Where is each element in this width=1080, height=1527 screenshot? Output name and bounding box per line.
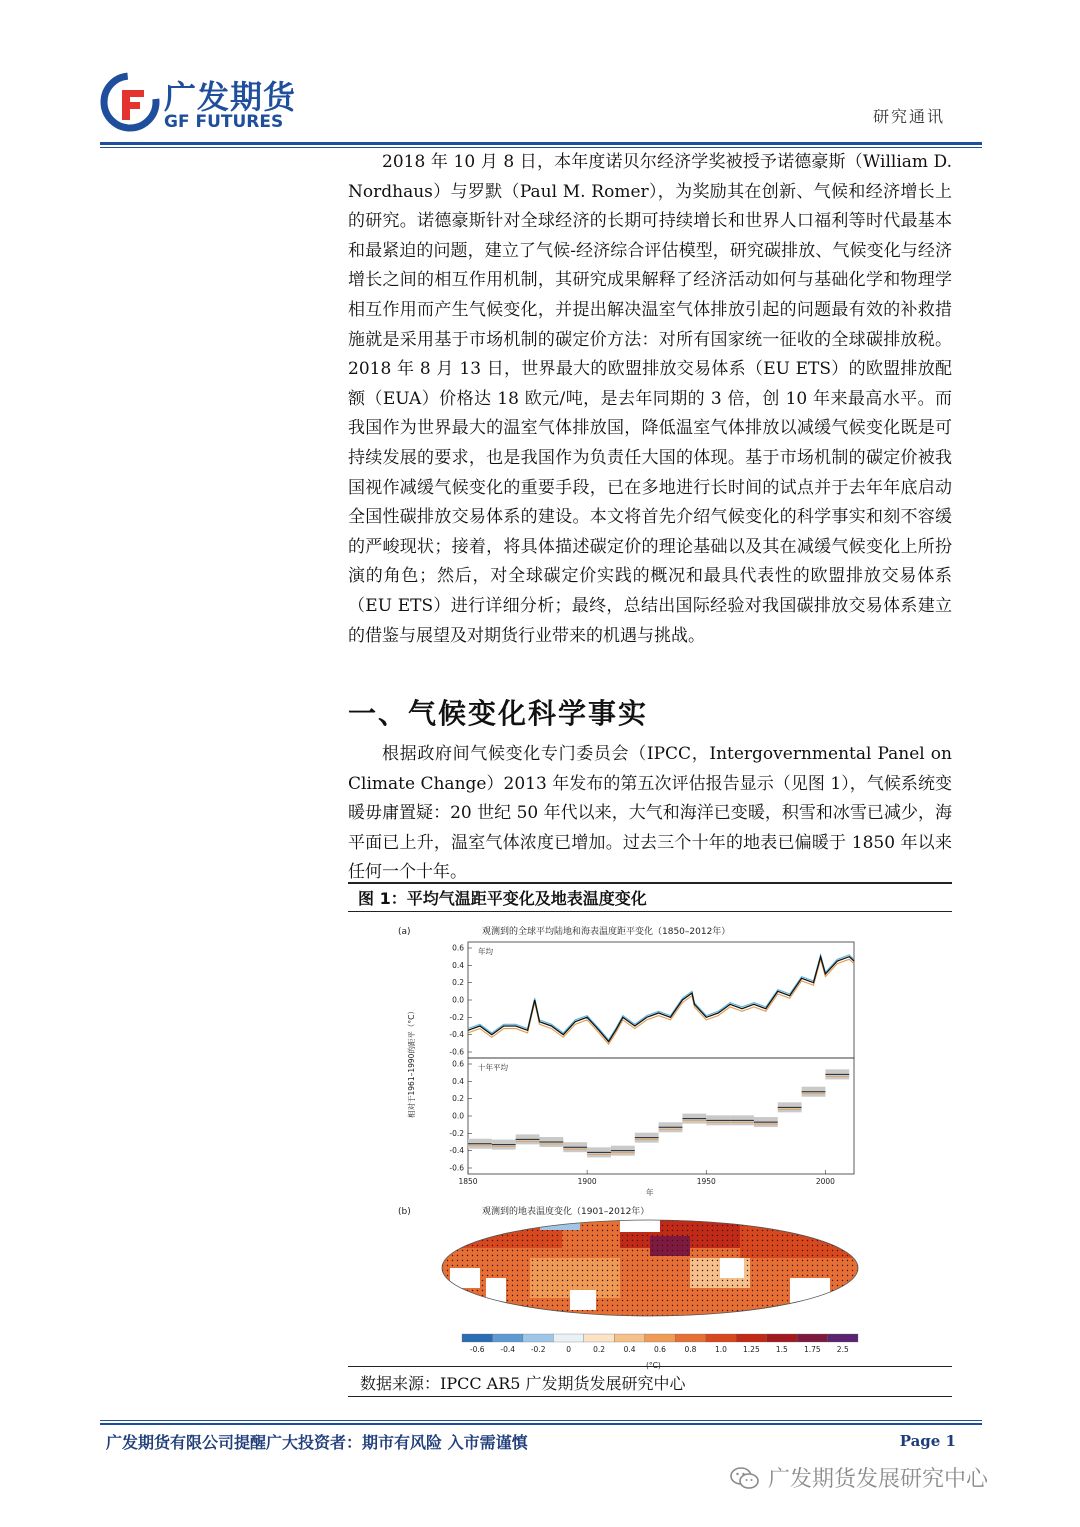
footer-disclaimer: 广发期货有限公司提醒广大投资者：期市有风险 入市需谨慎	[106, 1433, 528, 1452]
colorbar-swatch	[736, 1334, 766, 1342]
y-tick-label: 0.6	[452, 943, 464, 953]
wechat-icon	[730, 1465, 760, 1491]
colorbar-swatch	[797, 1334, 827, 1342]
figure-caption: 图 1：平均气温距平变化及地表温度变化	[358, 889, 647, 908]
colorbar-swatch	[706, 1334, 736, 1342]
figure-rule-caption	[348, 911, 952, 912]
panel-a-title: 观测到的全球平均陆地和海表温度距平变化（1850–2012年）	[482, 927, 731, 937]
colorbar-tick-label: 1.0	[714, 1345, 727, 1354]
annual-series-label: 年均	[478, 947, 493, 956]
y-tick-label: 0.0	[452, 1111, 464, 1121]
annual-series-line	[468, 955, 854, 1040]
colorbar-swatch	[462, 1334, 492, 1342]
colorbar-tick-label: 0.4	[623, 1345, 636, 1354]
colorbar-swatch	[584, 1334, 614, 1342]
colorbar-swatch	[553, 1334, 583, 1342]
y-tick-label: 0.2	[452, 978, 464, 988]
colorbar-swatch	[523, 1334, 553, 1342]
x-tick-label: 1900	[577, 1177, 597, 1186]
y-tick-label: 0.0	[452, 995, 464, 1005]
gf-logo-icon	[100, 72, 160, 132]
panel-b-label: (b)	[398, 1207, 411, 1217]
x-tick-label: 1850	[458, 1177, 478, 1186]
colorbar-tick-label: -0.2	[530, 1345, 546, 1354]
colorbar-swatch	[614, 1334, 644, 1342]
footer-rule	[100, 1423, 982, 1425]
colorbar-tick-label: 2.5	[836, 1345, 849, 1354]
ipcc-paragraph: 根据政府间气候变化专门委员会（IPCC，Intergovernmental Panel on Climate Change）2013 年发布的第五次评估报告显示（见图 1），气候系统变暖毋庸置疑：20 世纪 50 年代以来，大气和海洋已变暖，积雪和冰雪已减少，海平面已上升，温室气体浓度已增加。过去三个十年的地表已偏暖于 1850 年以来任何一个十年。	[348, 744, 952, 883]
decadal-panel-frame	[468, 1058, 854, 1174]
y-tick-label: 0.4	[452, 1076, 464, 1086]
page-number: Page 1	[899, 1432, 956, 1450]
watermark	[730, 1462, 988, 1493]
colorbar-tick-label: 1.5	[775, 1345, 788, 1354]
colorbar-tick-label: -0.6	[469, 1345, 485, 1354]
y-tick-label: -0.2	[449, 1012, 464, 1022]
colorbar-tick-label: 0.2	[593, 1345, 606, 1354]
y-tick-label: 0.6	[452, 1059, 464, 1069]
colorbar-tick-label: 1.75	[803, 1345, 821, 1354]
colorbar-tick-label: 1.25	[743, 1345, 760, 1354]
header-label: 研究通讯	[872, 107, 945, 126]
watermark-text: 广发期货发展研究中心	[768, 1467, 989, 1492]
colorbar-swatch	[492, 1334, 522, 1342]
section-title: 一、气候变化科学事实	[348, 697, 649, 730]
colorbar-swatch	[645, 1334, 675, 1342]
colorbar-swatch	[675, 1334, 705, 1342]
intro-paragraph: 2018 年 10 月 8 日，本年度诺贝尔经济学奖被授予诺德豪斯（William D. Nordhaus）与罗默（Paul M. Romer），为奖励其在创新、气候和经济增长上的研究。诺德豪斯针对全球经济的长期可持续增长和世界人口福利等时代最基本和最紧迫的问题，建立了气候-经济综合评估模型，研究碳排放、气候变化与经济增长之间的相互作用机制，其研究成果解释了经济活动如何与基础化学和物理学相互作用而产生气候变化，并提出解决温室气体排放引起的问题最有效的补救措施就是采用基于市场机制的碳定价方法：对所有国家统一征收的全球碳排放税。2018 年 8 月 13 日，世界最大的欧盟排放交易体系（EU ETS）的欧盟排放配额（EUA）价格达 18 欧元/吨，是去年同期的 3 倍，创 10 年来最高水平。而我国作为世界最大的温室气体排放国，降低温室气体排放以减缓气候变化既是可持续发展的要求，也是我国作为负责任大国的体现。基于市场机制的碳定价被我国视作减缓气候变化的重要手段，已在多地进行长时间的试点并于去年年底启动全国性碳排放交易体系的建设。本文将首先介绍气候变化的科学事实和刻不容缓的严峻现状；接着，将具体描述碳定价的理论基础以及其在减缓气候变化上所扮演的角色；然后，对全球碳定价实践的概况和最具代表性的欧盟排放交易体系（EU ETS）进行详细分析；最终，总结出国际经验对我国碳排放交易体系建立的借鉴与展望及对期货行业带来的机遇与挑战。	[348, 152, 952, 646]
x-axis-label: 年	[646, 1188, 654, 1197]
y-tick-label: -0.6	[449, 1047, 464, 1057]
panel-b-title: 观测到的地表温度变化（1901–2012年）	[482, 1207, 650, 1217]
temperature-figure	[390, 918, 870, 1370]
decadal-series-label: 十年平均	[478, 1063, 508, 1072]
world-temperature-map	[442, 1218, 858, 1318]
annual-series-line	[468, 957, 854, 1042]
colorbar-tick-label: 0.8	[684, 1345, 697, 1354]
colorbar-swatch	[767, 1334, 797, 1342]
y-tick-label: 0.4	[452, 960, 464, 970]
logo-english: GF FUTURES	[164, 112, 284, 132]
footer-rule-thin	[100, 1420, 982, 1421]
colorbar-swatch	[828, 1334, 858, 1342]
colorbar-tick-label: 0.6	[654, 1345, 666, 1354]
y-axis-label: 相对于1961–1990的距平（°C）	[407, 1007, 416, 1118]
colorbar-tick-label: -0.4	[500, 1345, 516, 1354]
x-tick-label: 2000	[815, 1177, 835, 1186]
figure-rule-source	[348, 1366, 952, 1367]
annual-panel-frame	[468, 942, 854, 1058]
y-tick-label: 0.2	[452, 1094, 464, 1104]
header-rule	[100, 142, 982, 145]
y-tick-label: -0.2	[449, 1128, 464, 1138]
annual-series-line	[468, 959, 854, 1044]
y-tick-label: -0.6	[449, 1163, 464, 1173]
figure-rule-bottom	[348, 1396, 952, 1397]
panel-a-label: (a)	[398, 927, 411, 937]
logo-chinese: 广发期货	[164, 78, 297, 116]
figure-rule-top	[348, 882, 952, 884]
colorbar-tick-label: 0	[566, 1345, 572, 1354]
y-tick-label: -0.4	[449, 1030, 464, 1040]
figure-source: 数据来源：IPCC AR5 广发期货发展研究中心	[360, 1374, 686, 1393]
y-tick-label: -0.4	[449, 1146, 464, 1156]
x-tick-label: 1950	[696, 1177, 716, 1186]
